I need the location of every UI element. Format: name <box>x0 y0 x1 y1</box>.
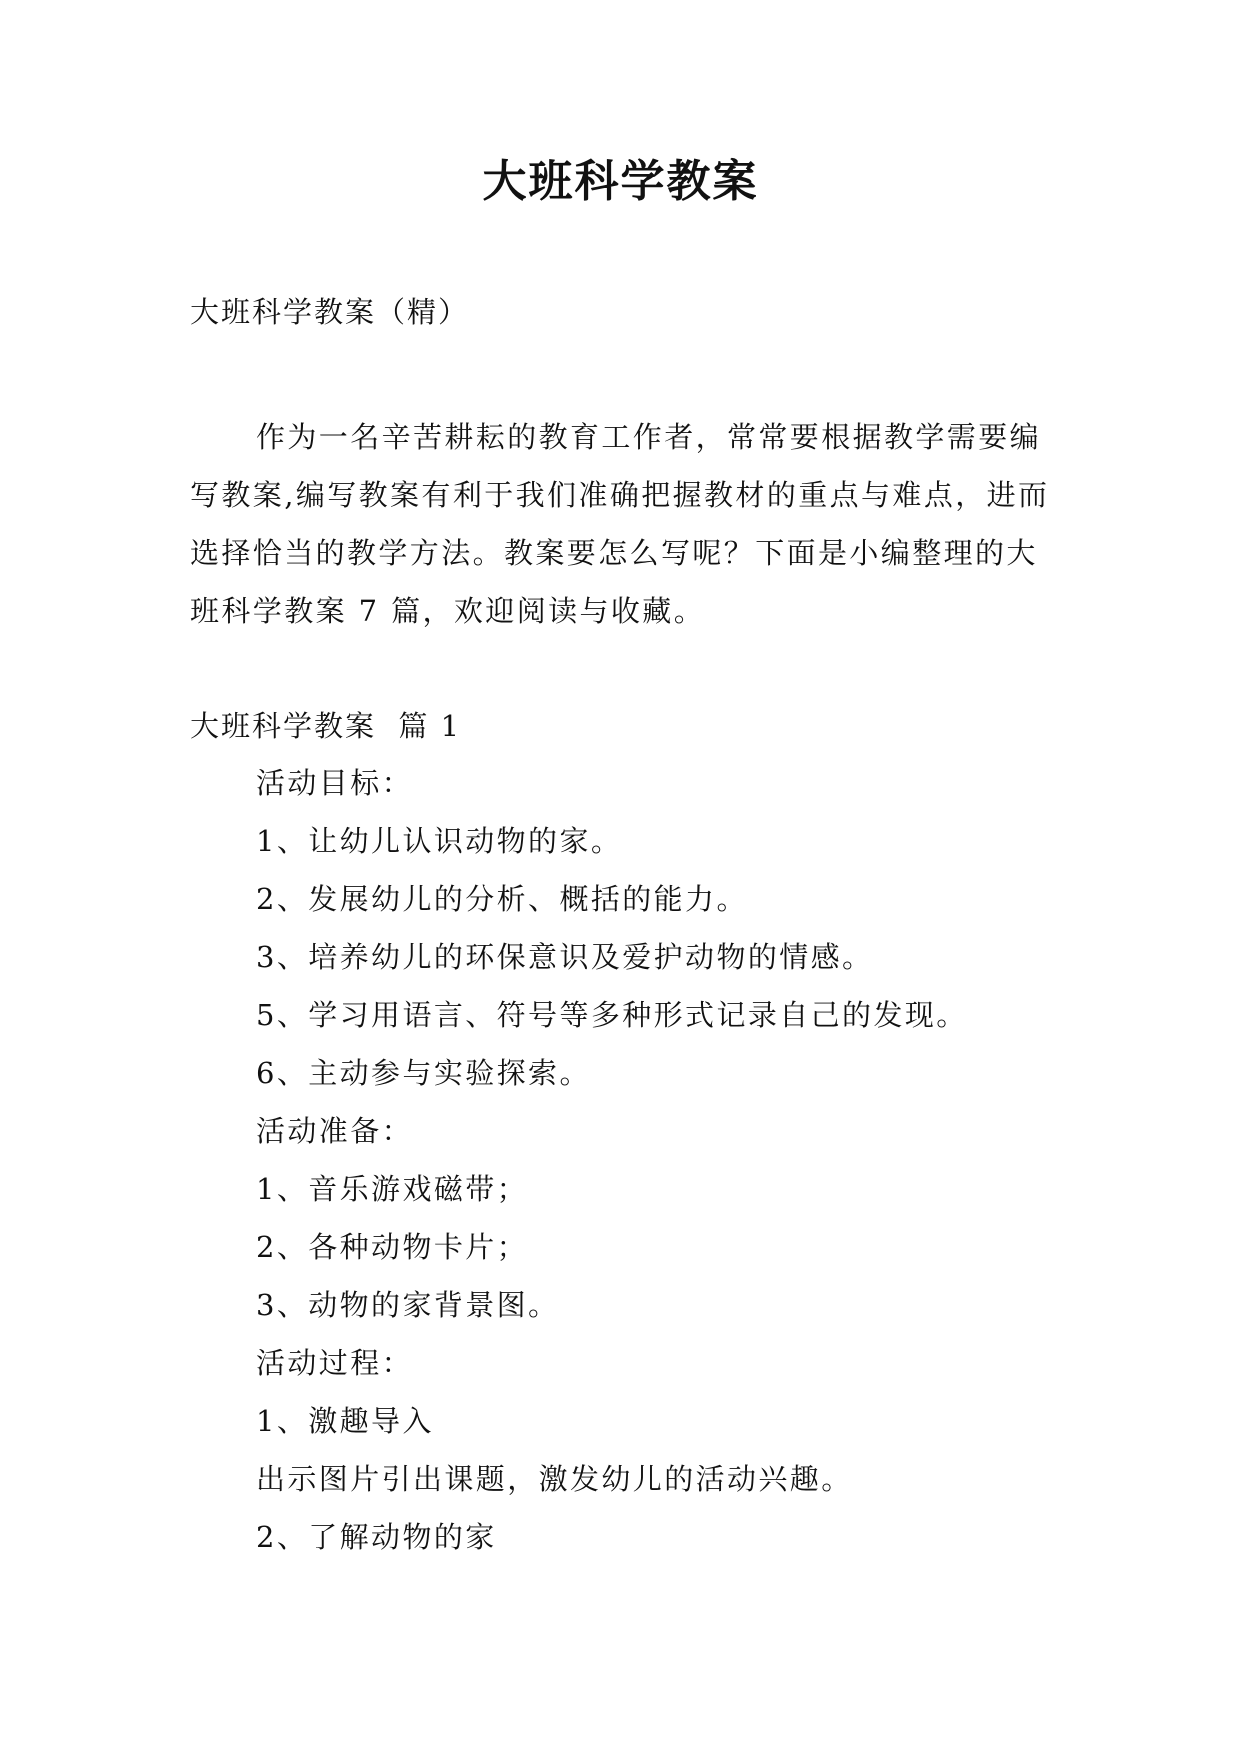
text-line: 1、让幼儿认识动物的家。 <box>256 824 623 858</box>
text-line: 1、激趣导入 <box>256 1404 434 1438</box>
text-line: 活动准备： <box>256 1114 414 1148</box>
text-line: 6、主动参与实验探索。 <box>256 1056 591 1090</box>
text-line: 2、了解动物的家 <box>256 1520 497 1554</box>
text-line: 活动目标： <box>256 766 414 800</box>
text-line: 5、学习用语言、符号等多种形式记录自己的发现。 <box>256 998 968 1032</box>
text-line: 3、动物的家背景图。 <box>256 1288 560 1322</box>
text-line: 2、各种动物卡片； <box>256 1230 529 1264</box>
intro-paragraph: 作为一名辛苦耕耘的教育工作者，常常要根据教学需要编写教案,编写教案有利于我们准确把握教材的重点与难点，进而选择恰当的教学方法。教案要怎么写呢？下面是小编整理的大班科学教案 7 篇，欢迎阅读与收藏。 <box>190 420 1050 628</box>
text-line: 出示图片引出课题，激发幼儿的活动兴趣。 <box>256 1462 853 1496</box>
document-title: 大班科学教案 <box>482 156 759 207</box>
text-line: 1、音乐游戏磁带； <box>256 1172 529 1206</box>
section-title: 大班科学教案 篇 1 <box>190 709 462 743</box>
content-lines <box>256 754 968 1566</box>
text-line: 2、发展幼儿的分析、概括的能力。 <box>256 882 748 916</box>
document-subtitle: 大班科学教案（精） <box>190 295 470 329</box>
text-line: 3、培养幼儿的环保意识及爱护动物的情感。 <box>256 940 874 974</box>
text-line: 活动过程： <box>256 1346 414 1380</box>
